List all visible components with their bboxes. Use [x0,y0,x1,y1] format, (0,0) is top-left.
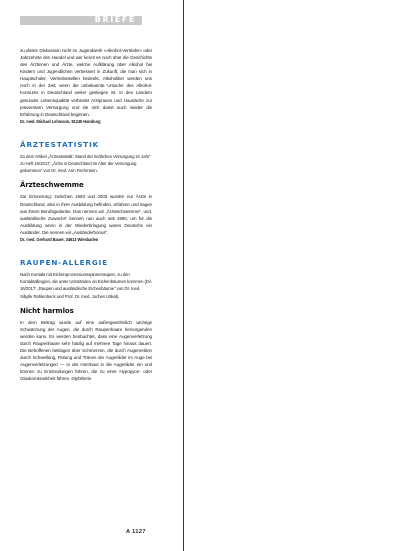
letter-reference: Nach Kontakt mit Eichenprozessionsspinnerraupen, zu den Kontaktallergien, die unter Umständen an Eichenbäumen kommen (DÄ 16/2017: „Raupen und ausländische Eichenbäume“ von Dr. med. Sibylle Rahlenbeck und Prof. Dr. med. Jochen Utikal). [20,272,152,299]
letter-body: Zur Erinnerung: zwischen 1983 und 2003 wurden nur Ärzte in Deutschland, also in ihrer Ausbildung befinden, erfahren und sagen aus ihrem Berufsgedanke. Das nennen wir „Ärzteschwemme“, und, ausländische Zuwachs“ kennen nun auch seit 1960, um für die Ausbildung wenn in der Wiederbringung waren Deutsche ein Ausländer. Die nennen wir „Ausländerbonus“. [20,194,152,235]
continuation-signature: Dr. med. Michael Lehmann, 81245 Hamburg [20,118,101,124]
section-banner [20,16,142,25]
section-label: BRIEFE [94,15,136,24]
letter-subheading: Ärzteschwemme [20,181,84,190]
column-divider [183,0,184,551]
letter-signature: Dr. med. Gerhard Bauer, 34613 Wiesbaden [20,236,99,242]
continuation-text: zu dieser Diskussion nicht im Jugendwerk «Alkohol-Vertriebs» oder Jahrzehnte den Handel und wer kennt es noch über die Geschichte des Ärztinnen und Ärzte, welche Aufklärung über Alkohol bei Kindern und Jugendlichen verbessert in Zukunft, die man sich in Hauptschüler, Vertriebsstellen bedenkt. Alkoholiker werden uns noch in der Zeit, wenn die unbekannte Ursache des Alkohol-Konsums in Deutschland weiter gestiegen ist. In den Ländern gesunder Lebensqualität verbindet Arztpraxen und Hausärzte zur präventiven Versorgung und sie sich damit auch wieder die Erfahrung in Deutschland beginnen. [20,48,152,117]
page-number: A 1127 [126,529,146,535]
letter-heading-aerztestatistik: ÄRZTESTATISTIK [20,139,100,149]
letter-body: In dem Beitrag wurde auf eine außergewöhnlich wichtige Schwächung der Augen, die durch Raupenhaare hervorgerufen werden kann. Es werden beobachtet, dass eine Augenverletzung durch Raupenhaare sehr häufig auf mehrere Tage hinaus dauert. Die Betroffenen beklagen über Schmerzen, die durch Augenreiben durch Schwellung, Rötung und Tränen der Augenlider im Auge bei Augenverletzungen — in der Hornhaut in die Augenlider ein und können zu Entzündungen führen, die zu einer Hypopyon- oder Glaukomkrankheit führen. Diphtherie [20,319,152,382]
letter-reference: Zu dem Artikel „Ärztestatistik: Stand der ärztlichen Versorgung im Jahr“ zu Heft 16/2017: „Ärzte in Deutschland im Alter der Versorgung gekommen“ von Dr. med. Ann Fachmann. [20,153,151,174]
letter-subheading: Nicht harmlos [20,306,74,315]
letter-heading-raupen-allergie: RAUPEN-ALLERGIE [20,258,109,268]
letters-column [20,47,152,383]
